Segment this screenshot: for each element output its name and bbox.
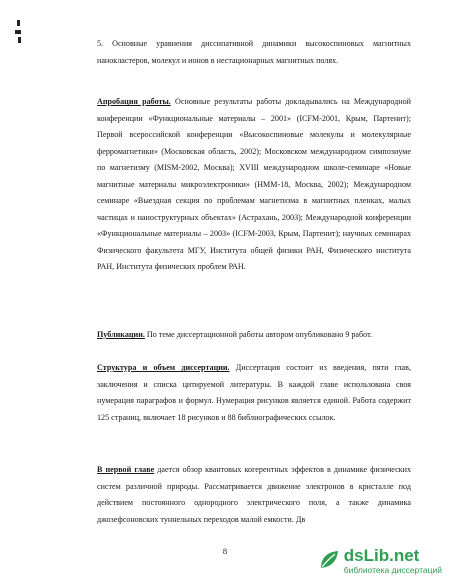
paragraph-approbation (97, 94, 411, 276)
paragraph-item-5 (97, 36, 411, 69)
scan-artifact-mark (14, 20, 24, 44)
paragraph-first-chapter (97, 462, 411, 542)
paragraph-text: Основные результаты работы докладывались на Международной конференции «Функциональные материалы – 2001» (ICFM-2001, Крым, Партенит); Первой всероссийской конференции «Высокоспиновые молекулы и молекулярные ферромагнетики» (Московская область, 2002); Московском международном симпозиуме по магнетизму (MISM-2002, Москва); XVIII международном школе-семинаре «Новые магнитные материалы микроэлектроники» (НММ-18, Москва, 2002); Международном семинаре «Выездная секция по проблемам магнетизма в магнитных пленках, малых частицах и наноструктурных объектах» (Астрахань, 2003); Международной конференции «Функциональные материалы – 2003» (ICFM-2003, Крым, Партенит); научных семинарах Физического факультета МГУ, Института общей физики РАН, Физического института РАН, Института физических проблем РАН. (97, 97, 411, 271)
watermark-brand-suffix: .net (389, 545, 420, 565)
section-heading-structure: Структура и объем диссертации. (97, 363, 230, 372)
paragraph-text: Диссертация состоит из введения, пяти глав, заключения и списка цитируемой литературы. В каждой главе использована своя нумерация параграфов и формул. Нумерация рисунков является единой. Работа содержит 125 страниц, включает 18 рисунков и 88 библиографических ссылок. (97, 363, 411, 422)
dslib-watermark[interactable] (318, 547, 442, 575)
paragraph-text: дается обзор квантовых когерентных эффектов в динамике физических систем различной природы. Рассматривается движение электронов в кристалле под действием постоянного однородного электрического поля, а также динамика джозефсоновских туннельных переходов малой емкости. Дв (97, 465, 411, 524)
paragraph-publications (97, 327, 411, 344)
section-heading-first-chapter: В первой главе (97, 465, 155, 474)
section-heading-publications: Публикации. (97, 330, 145, 339)
watermark-brand-name: dsLib (343, 545, 390, 565)
watermark-subtitle: библиотека диссертаций (343, 564, 442, 575)
page-number: 8 (222, 546, 228, 556)
paragraph-structure (97, 360, 411, 426)
paragraph-text: По теме диссертационной работы автором опубликовано 9 работ. (144, 330, 373, 339)
paragraph-text: 5. Основные уравнения диссипативной динамики высокоспиновых магнитных нанокластеров, молекул и ионов в нестационарных магнитных полях. (97, 39, 411, 65)
watermark-text (344, 547, 442, 575)
leaf-logo-icon (318, 549, 340, 571)
section-heading-approbation: Апробация работы. (97, 97, 171, 106)
watermark-brand (344, 547, 442, 564)
